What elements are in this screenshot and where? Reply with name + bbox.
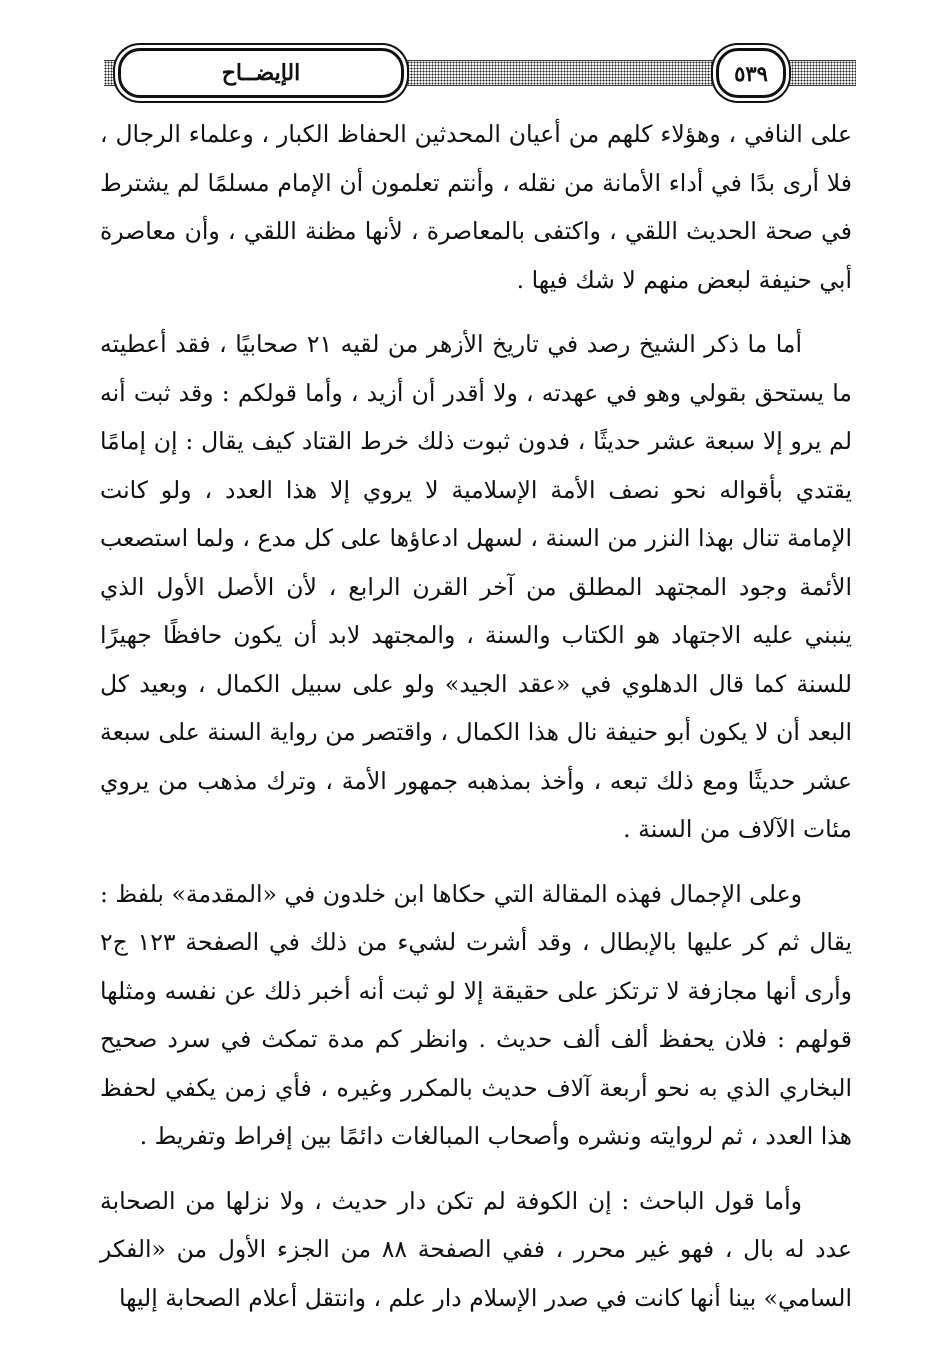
paragraph-4: وأما قول الباحث : إن الكوفة لم تكن دار حديث ، ولا نزلها من الصحابة عدد له بال ، فهو غير محرر ، ففي الصفحة ٨٨ من الجزء الأول من «الفكر السامي» بينا أنها كانت في صدر الإسلام دار علم ، وانتقل أعلام الصحابة إليها (100, 1186, 852, 1312)
page-number: ٥٣٩ (734, 60, 768, 86)
page-number-box (716, 48, 786, 98)
running-title-text: الإيضــاح (221, 60, 301, 86)
paragraph-2: أما ما ذكر الشيخ رصد في تاريخ الأزهر من لقيه ٢١ صحابيًا ، فقد أعطيته ما يستحق بقولي وهو في عهدته ، ولا أقدر أن أزيد ، وأما قولكم : وقد ثبت أنه لم يرو إلا سبعة عشر حديثًا ، فدون ثبوت ذلك خرط القتاد كيف يقال : إن إمامًا يقتدي بأقواله نحو نصف الأمة الإسلامية لا يروي إلا هذا العدد ، ولو كانت الإمامة تنال بهذا النزر من السنة ، لسهل ادعاؤها على كل مدع ، ولما استصعب الأئمة وجود المجتهد المطلق من آخر القرن الرابع ، لأن الأصل الأول الذي ينبني عليه الاجتهاد هو الكتاب والسنة ، والمجتهد لابد أن يكون حافظًا جهيرًا للسنة كما قال الدهلوي في «عقد الجيد» ولو على سبيل الكمال ، وبعيد كل البعد أن لا يكون أبو حنيفة نال هذا الكمال ، واقتصر من رواية السنة على سبعة عشر حديثًا ومع ذلك تبعه ، وأخذ بمذهبه جمهور الأمة ، وترك مذهب من يروي مئات الآلاف من السنة . (100, 330, 852, 843)
page-header (104, 42, 856, 102)
paragraph-1: على النافي ، وهؤلاء كلهم من أعيان المحدثين الحفاظ الكبار ، وعلماء الرجال ، فلا أرى بدًا في أداء الأمانة من نقله ، وأنتم تعلمون أن الإمام مسلمًا لم يشترط في صحة الحديث اللقي ، واكتفى بالمعاصرة ، لأنها مظنة اللقي ، وأن معاصرة أبي حنيفة لبعض منهم لا شك فيها . (100, 120, 852, 294)
running-title (118, 48, 404, 98)
page-body (100, 110, 852, 1338)
paragraph-3: وعلى الإجمال فهذه المقالة التي حكاها ابن خلدون في «المقدمة» بلفظ : يقال ثم كر عليها بالإبطال ، وقد أشرت لشيء من ذلك في الصفحة ١٢٣ ج٢ وأرى أنها مجازفة لا ترتكز على حقيقة إلا لو ثبت أنه أخبر ذلك عن نفسه ومثلها قولهم : فلان يحفظ ألف ألف حديث . وانظر كم مدة تمكث في سرد صحيح البخاري الذي به نحو أربعة آلاف حديث بالمكرر وغيره ، فأي زمن يكفي لحفظ هذا العدد ، ثم لروايته ونشره وأصحاب المبالغات دائمًا بين إفراط وتفريط . (100, 879, 852, 1150)
